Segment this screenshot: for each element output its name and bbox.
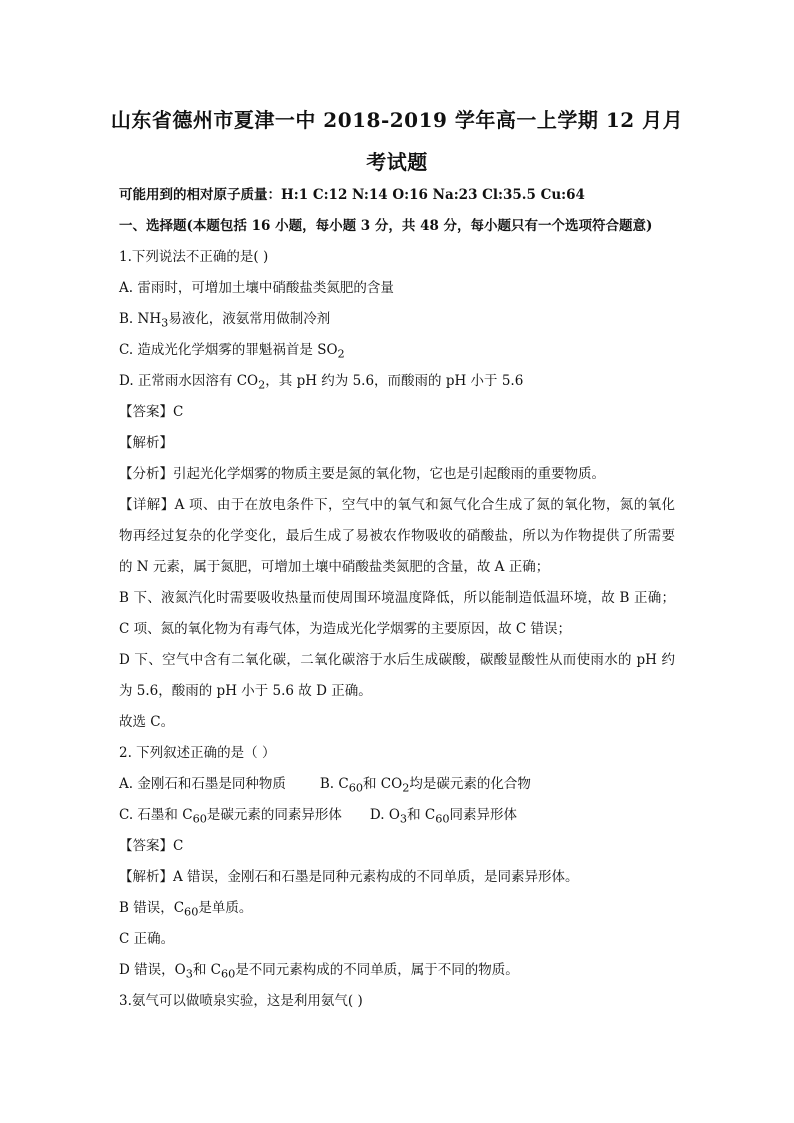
question-2-explanation-c: C 正确。 [119,931,175,947]
question-2-analysis: 【解析】A 错误，金刚石和石墨是同种元素构成的不同单质，是同素异形体。 [119,869,579,885]
question-1-analysis: 【分析】引起光化学烟雾的物质主要是氮的氧化物，它也是引起酸雨的重要物质。 [119,466,605,482]
question-1-detail-line: 物再经过复杂的化学变化，最后生成了易被农作物吸收的硝酸盐，所以为作物提供了所需要 [119,528,675,544]
question-2-stem: 2. 下列叙述正确的是（ ） [119,745,276,761]
question-2-option-a: A. 金刚石和石墨是同种物质 [119,776,286,792]
question-1-analysis-label: 【解析】 [119,435,173,451]
question-1-detail-c: C 项、氮的氧化物为有毒气体，为造成光化学烟雾的主要原因，故 C 错误； [119,621,572,637]
document-title-continued: 考试题 [366,150,428,174]
question-2-option-b: B. $C_{60}$和 $CO_2$均是碳元素的化合物 [319,776,531,795]
atomic-masses-note: 可能用到的相对原子质量：H:1 C:12 N:14 O:16 Na:23 Cl:35.5 Cu:64 [119,187,585,203]
question-2-options-row-2 [119,804,675,831]
section-header: 一、选择题(本题包括 16 小题，每小题 3 分，共 48 分，每小题只有一个选项符合题意) [119,218,653,234]
question-1-stem: 1.下列说法不正确的是( ) [119,249,269,265]
question-2-explanation-b: B 错误，$C_{60}$是单质。 [119,900,253,919]
question-3-stem: 3.氨气可以做喷泉实验，这是利用氨气( ) [119,993,363,1009]
question-1-detail-b: B 下、液氮汽化时需要吸收热量而使周围环境温度降低，所以能制造低温环境，故 B 正确； [119,590,675,606]
question-1-option-a: A. 雷雨时，可增加土壤中硝酸盐类氮肥的含量 [119,280,394,296]
question-1-detail-line: 【详解】A 项、由于在放电条件下，空气中的氧气和氮气化合生成了氮的氧化物，氮的氧化 [119,497,675,513]
question-1-detail-d: D 下、空气中含有二氧化碳，二氧化碳溶于水后生成碳酸，碳酸显酸性从而使雨水的 pH 约 [119,652,675,668]
question-2-option-d: D. $O_3$和 $C_{60}$同素异形体 [369,807,518,826]
document-title: 山东省德州市夏津一中 2018-2019 学年高一上学期 12 月月 [110,108,684,132]
question-1-detail-line: 的 N 元素，属于氮肥，可增加土壤中硝酸盐类氮肥的含量，故 A 正确； [119,559,550,575]
question-1-answer: 【答案】C [119,404,184,420]
question-1-detail-d-continued: 为 5.6，酸雨的 pH 小于 5.6 故 D 正确。 [119,683,372,699]
question-1-option-b: B. $NH_3$易液化，液氨常用做制冷剂 [119,311,331,330]
question-2-option-c: C. 石墨和 $C_{60}$是碳元素的同素异形体 [119,807,342,826]
question-2-answer: 【答案】C [119,838,184,854]
question-1-option-d: D. 正常雨水因溶有 $CO_2$，其 pH 约为 5.6，而酸雨的 pH 小于 5.6 [119,373,524,392]
question-1-conclusion: 故选 C。 [119,714,175,730]
question-2-explanation-d: D 错误，$O_3$和 $C_{60}$是不同元素构成的不同单质，属于不同的物质。 [119,962,519,981]
question-2-options-row-1 [119,773,675,800]
question-1-option-c: C. 造成光化学烟雾的罪魁祸首是 $SO_2$ [119,342,345,361]
